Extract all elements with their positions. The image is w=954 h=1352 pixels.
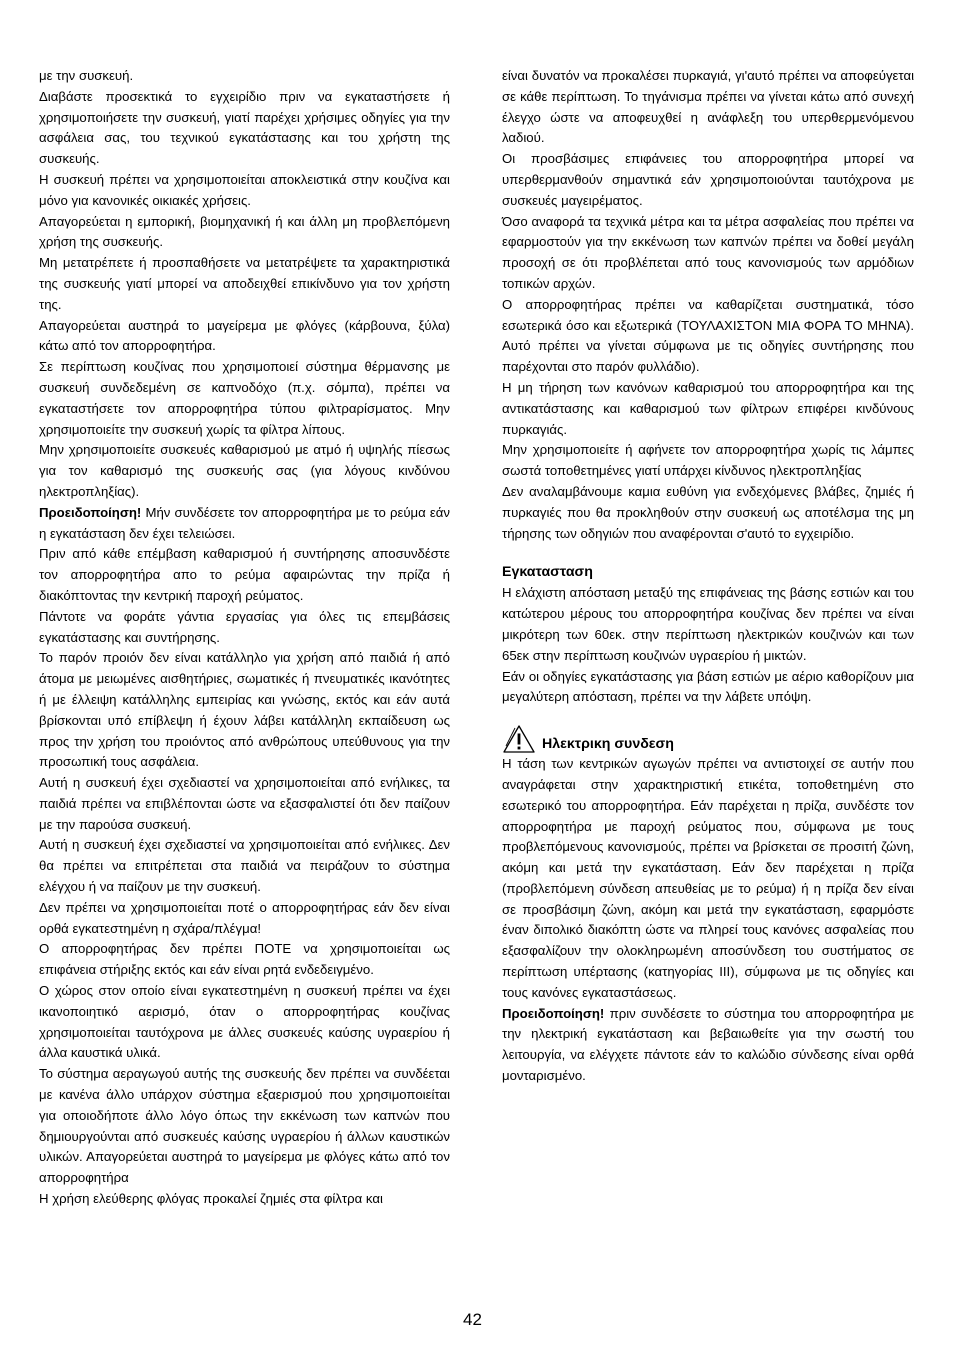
- warning-label: Προειδοποίηση!: [39, 504, 142, 520]
- right-column: [502, 66, 914, 1087]
- warning-text: πριν συνδέσετε το σύστημα του απορροφητήρα με την ηλεκτρική εγκατάσταση και βεβαιωθείτε για την σωστή του λειτουργία, να ελέγχετε πάντοτε εάν το καλώδιο σύνδεσης είναι ορθά μονταρισμένο.: [502, 1005, 914, 1084]
- paragraph: Απαγορεύεται η εμπορική, βιομηχανική ή και άλλη μη προβλεπόμενη χρήση της συσκευής.: [39, 213, 450, 250]
- paragraph: Η χρήση ελεύθερης φλόγας προκαλεί ζημιές στα φίλτρα και: [39, 1191, 383, 1207]
- page-number: 42: [463, 1310, 482, 1329]
- paragraph: Μην χρησιμοποιείτε συσκευές καθαρισμού με ατμό ή υψηλής πίεσως για τον καθαρισμό της συσκευής σας (για λόγους κινδύνου ηλεκτροπληξίας).: [39, 442, 450, 499]
- paragraph: Η μη τήρηση των κανόνων καθαρισμού του απορροφητήρα και της αντικατάστασης και καθαρισμού των φίλτρων επιφέρει κινδύνους πυρκαγιάς.: [502, 379, 914, 437]
- paragraph: Η συσκευή πρέπει να χρησιμοποιείται αποκλειστικά στην κουζίνα και μόνο για κανονικές οικιακές χρήσεις.: [39, 171, 450, 208]
- paragraph: Το παρόν προιόν δεν είναι κατάλληλο για χρήση από παιδιά ή από άτομα με μειωμένες αισθητήριες, σωματικές ή πνευματικές ικανότητες ή με έλλειψη κατάλληλης εμπειρίας και γνώσης, εκτός και εάν αυτά βρίσκονται υπό επίβλεψη ή έχουν λάβει κατάλληλη εκπαίδευση ως προς την χρήση του προιόντος από ανθρώπους υπεύθυνους για την προσωπική τους ασφάλεια.: [39, 650, 450, 770]
- electrical-heading: Ηλεκτρικη συνδεση: [542, 736, 674, 753]
- paragraph: Το σύστημα αεραγωγού αυτής της συσκευής δεν πρέπει να συνδέεται με κανένα άλλο υπάρχον σύστημα εξαερισμού που χρησιμοποιείται για οποιοδήποτε άλλο λόγο όπως την εκκένωση των καπνών που δημιουργούνται από συσκευές καύσης υγραερίου ή άλλων καυστικών υλικών. Απαγορεύεται αυστηρά το μαγείρεμα με φλόγες κάτω από τον απορροφητήρα: [39, 1066, 450, 1186]
- paragraph: Ο απορροφητήρας πρέπει να καθαρίζεται συστηματικά, τόσο εσωτερικά όσο και εξωτερικά (ΤΟΥΛΑΧΙΣΤΟΝ ΜΙΑ ΦΟΡΑ ΤΟ ΜΗΝΑ). Αυτό πρέπει να γίνεται σύμφωνα με τις οδηγίες συντήρησης που παρέχονται στο παρόν φυλλάδιο).: [502, 296, 914, 375]
- paragraph: Αυτή η συσκευή έχει σχεδιαστεί να χρησιμοποιείται από ενήλικες, τα παιδιά πρέπει να επιβλέπονται ώστε να εξασφαλιστεί ότι δεν παίζουν με την παρούσα συσκευή.: [39, 775, 450, 832]
- paragraph: Ο απορροφητήρας δεν πρέπει ΠΟΤΕ να χρησιμοποιείται ως επιφάνεια στήριξης εκτός και εάν είναι ρητά ενδεδειγμένο.: [39, 941, 450, 978]
- paragraph: Πάντοτε να φοράτε γάντια εργασίας για όλες τις επεμβάσεις εγκατάστασης και συντήρησης.: [39, 608, 450, 645]
- left-column: [39, 66, 450, 1210]
- paragraph: Απαγορεύεται αυστηρά το μαγείρεμα με φλόγες (κάρβουνα, ξύλα) κάτω από τον απορροφητήρα.: [39, 317, 450, 354]
- paragraph: με την συσκευή.: [39, 68, 134, 83]
- installation-heading: Εγκατασταση: [502, 564, 593, 581]
- paragraph: Διαβάστε προσεκτικά το εγχειρίδιο πριν να εγκαταστήσετε ή χρησιμοποιήσετε την συσκευή, γιατί παρέχει χρήσιμες οδηγίες για την ασφάλεια σας, του τεχνικού εγκατάστασης και του χρήστη της συσκευής.: [39, 88, 450, 167]
- warning-text: Μήν συνδέσετε τον απορροφητήρα με το ρεύμα εάν η εγκατάσταση δεν έχει τελειώσει.: [39, 504, 450, 541]
- paragraph: Όσο αναφορά τα τεχνικά μέτρα και τα μέτρα ασφαλείας που πρέπει να εφαρμοστούν για την εκκένωση των καπνών πρέπει να δοθεί μεγάλη προσοχή σε ότι προβλέπεται από τους κανονισμούς των αρμόδιων τοπικών αρχών.: [502, 213, 914, 291]
- paragraph: Μην χρησιμοποιείτε ή αφήνετε τον απορροφητήρα χωρίς τις λάμπες σωστά τοποθετημένες γιατί υπάρχει κίνδυνος ηλεκτροπληξίας: [502, 442, 914, 479]
- paragraph: Δεν πρέπει να χρησιμοποιείται ποτέ ο απορροφητήρας εάν δεν είναι ορθά εγκατεστημένη η σχάρα/πλέγμα!: [39, 899, 450, 936]
- warning-label: Προειδοποίηση!: [502, 1005, 605, 1021]
- paragraph: Η ελάχιστη απόσταση μεταξύ της επιφάνειας της βάσης εστιών και του κατώτερου μέρους του απορροφητήρα κουζίνας δεν πρέπει να είναι μικρότερη των 60εκ. στην περίπτωση ηλεκτρικών κουζινών και των 65εκ στην περίπτωση κουζινών υγραερίου ή μικτών.: [502, 585, 914, 663]
- paragraph: Αυτή η συσκευή έχει σχεδιαστεί να χρησιμοποιείται από ενήλικες. Δεν θα πρέπει να επιτρέπεται στα παιδιά να πειράζουν το σύστημα ελέγχου ή να παίζουν με την συσκευή.: [39, 837, 450, 895]
- paragraph: Δεν αναλαμβάνουμε καμια ευθύνη για ενδεχόμενες βλάβες, ζημιές ή πυρκαγιές που θα προκληθούν στην συσκευή ως αποτέλσμα της μη τήρησης των οδηγιών που αναφέρονται σ'αυτό το εγχειρίδιο.: [502, 483, 914, 541]
- paragraph: είναι δυνατόν να προκαλέσει πυρκαγιά, γι'αυτό πρέπει να αποφεύγεται σε κάθε περίπτωση. Το τηγάνισμα πρέπει να γίνεται κάτω από συνεχή έλεγχο ώστε να αποφευχθεί η ανάφλεξη του υπερθερμενόμενου λαδιού.: [502, 68, 914, 146]
- warning-paragraph: [39, 503, 450, 545]
- warning-paragraph: [502, 1004, 914, 1087]
- paragraph: Εάν οι οδηγίες εγκατάστασης για βάση εστιών με αέριο καθορίζουν μια μεγαλύτερη απόσταση, πρέπει να την λάβετε υπόψη.: [502, 668, 914, 705]
- warning-triangle-icon: [502, 724, 536, 754]
- paragraph: Σε περίπτωση κουζίνας που χρησιμοποιεί σύστημα θέρμανσης με συσκευή συνδεδεμένη σε καπνοδόχο (π.χ. σόμπα), πρέπει να εγκαταστήσετε τον απορροφητήρα τύπου φιλτραρίσματος. Μην χρησιμοποιείτε την συσκευή χωρίς τα φίλτρα λίπους.: [39, 359, 450, 437]
- paragraph: Πριν από κάθε επέμβαση καθαρισμού ή συντήρησης αποσυνδέστε τον απορροφητήρα απο το ρεύμα αφαιρώντας την πρίζα ή διακόπτοντας την κεντρική παροχή ρεύματος.: [39, 546, 450, 603]
- paragraph: Οι προσβάσιμες επιφάνειες του απορροφητήρα μπορεί να υπερθερμανθούν σημαντικά εάν χρησιμοποιούνται ταυτόχρονα με συσκευές μαγειρέματος.: [502, 151, 914, 208]
- paragraph: Μη μετατρέπετε ή προσπαθήσετε να μετατρέψετε τα χαρακτηριστικά της συσκευής γιατί μπορεί να αποδειχθεί επικίνδυνο για τον χρήστη της.: [39, 255, 450, 312]
- paragraph: Η τάση των κεντρικών αγωγών πρέπει να αντιστοιχεί σε αυτήν που αναγράφεται στην χαρακτηριστική ετικέτα, τοποθετημένη στο εσωτερικό του απορροφητήρα. Εάν παρέχεται η πρίζα, συνδέστε τον απορροφητήρα με παροχή ρεύματος που, σύμφωνα με τους προβλεπόμενους κανονισμούς, πρέπει να βρίσκεται σε προσιτή ζώνη, ακόμη και μετά την εγκατάσταση. Εάν δεν παρέχεται η πρίζα (προβλεπόμενη σύνδεση απευθείας με το ρεύμα) ή η πρίζα δεν είναι σε προσβάσιμη ζώνη, ακόμη και μετά την εγκατάσταση, εφαρμόστε έναν διπολικό διακόπτη ώστε να πληρεί τους κανόνες ασφαλείας που εξασφαλίζουν την ολοκληρωμένη αποσύνδεση του συστήματος σε περίπτωση υπέρτασης (κατηγορίας III), σύμφωνα με τις οδηγίες και τους κανόνες εγκαταστάσεως.: [502, 756, 914, 1000]
- paragraph: Ο χώρος στον οποίο είναι εγκατεστημένη η συσκευή πρέπει να έχει ικανοποιητικό αερισμό, όταν ο απορροφητήρας κουζίνας χρησιμοποιείται ταυτόχρονα με άλλες συσκευές καύσης υγραερίου ή άλλα καυστικά υλικά.: [39, 983, 450, 1061]
- electrical-heading-row: [502, 724, 914, 754]
